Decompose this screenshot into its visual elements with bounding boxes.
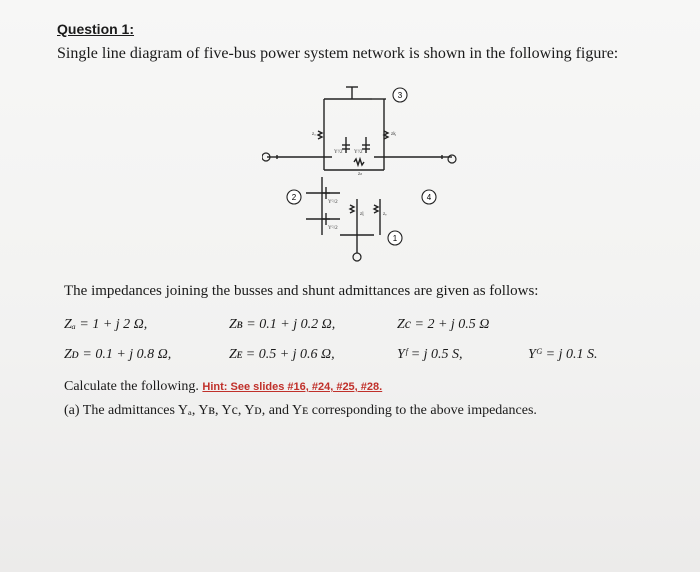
zd-value: Zᴅ = 0.1 + j 0.8 Ω, — [64, 347, 172, 362]
admittance-label: Yᶠ/2 — [334, 150, 343, 155]
generator-icon — [448, 155, 456, 163]
part-a-question: (a) The admittances Yₐ, Yʙ, Yc, Yᴅ, and Yᴇ corresponding to the above impedances. — [64, 403, 537, 418]
zc-value: Zc = 2 + j 0.5 Ω — [397, 317, 490, 332]
yg-value: Yᴳ = j 0.1 S. — [528, 347, 598, 362]
admittance-label: Yᴳ/2 — [328, 200, 338, 205]
bus-2-label: 2 — [291, 193, 297, 202]
bus-4-label: 4 — [426, 193, 432, 202]
zb-value: Zʙ = 0.1 + j 0.2 Ω, — [229, 317, 336, 332]
bus-3-label: 3 — [397, 91, 403, 100]
hint-link[interactable]: Hint: See slides #16, #24, #25, #28. — [202, 381, 383, 393]
impedance-label: zᶅ — [360, 212, 364, 217]
bus-1-label: 1 — [392, 234, 398, 243]
impedance-intro: The impedances joining the busses and shunt admittances are given as follows: — [64, 283, 539, 299]
impedance-label: zₑ — [383, 212, 387, 217]
yf-value: Yᶠ = j 0.5 S, — [397, 347, 463, 362]
calculate-instruction — [64, 379, 382, 395]
ze-value: Zᴇ = 0.5 + j 0.6 Ω, — [229, 347, 335, 362]
question-intro: Single line diagram of five-bus power system network is shown in the following figure: — [57, 45, 619, 62]
admittance-label: Yᶠ/2 — [354, 150, 363, 155]
generator-icon — [353, 253, 361, 261]
calculate-text: Calculate the following. — [64, 379, 199, 394]
za-value: Zₐ = 1 + j 2 Ω, — [64, 317, 148, 332]
single-line-diagram — [262, 75, 462, 265]
question-title: Question 1: — [57, 21, 135, 37]
impedance-label: zₐ — [312, 132, 316, 137]
admittance-label: Yᴳ/2 — [328, 226, 338, 231]
impedance-label: zᶄ — [391, 132, 396, 137]
impedance-label: zₙ — [358, 172, 363, 177]
